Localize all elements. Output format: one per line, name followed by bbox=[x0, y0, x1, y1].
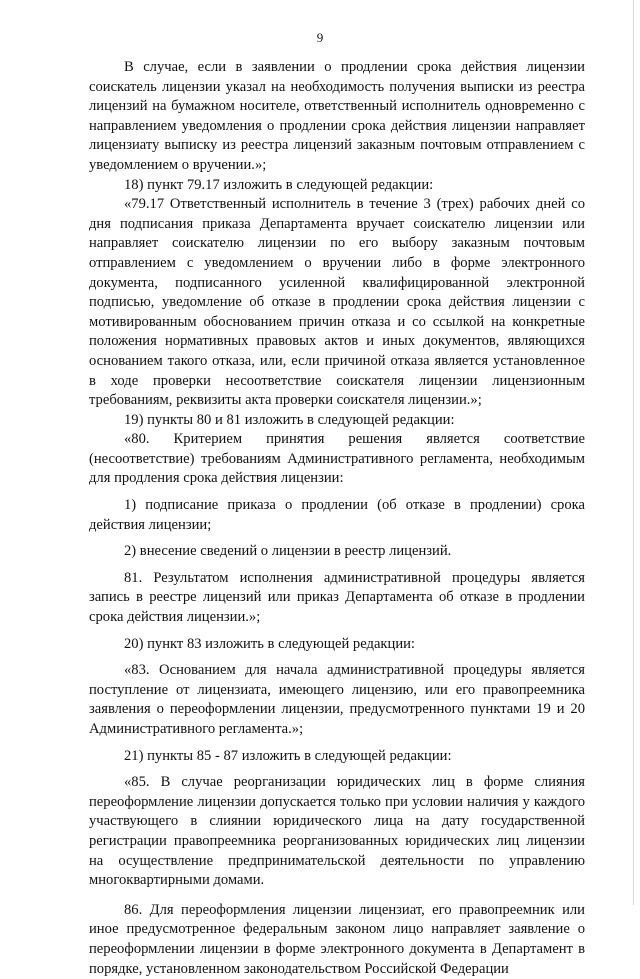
paragraph: «85. В случае реорганизации юридических лиц в форме слияния переоформление лицензии допускается только при условии наличия у каждого участвующего в слиянии юридического лица на дату государственной регистрации правопреемника реорганизованных юридических лиц лицензии на осуществление предпринимательской деятельности по управлению многоквартирными домами. bbox=[89, 774, 585, 889]
paragraph: 1) подписание приказа о продлении (об отказе в продлении) срока действия лицензии; bbox=[89, 497, 585, 533]
paragraph: «80. Критерием принятия решения является соответствие (несоответствие) требованиям Административного регламента, необходимым для продления срока действия лицензии: bbox=[89, 431, 585, 487]
paragraph: «79.17 Ответственный исполнитель в течение 3 (трех) рабочих дней со дня подписания приказа Департамента вручает соискателю лицензии или направляет соискателю лицензии по его выбору заказным почтовым отправлением с уведомлением о вручении либо в форме электронного документа, подписанного усиленной квалифицированной электронной подписью, уведомление об отказе в продлении срока действия лицензии с мотивированным обоснованием причин отказа и со ссылкой на конкретные положения нормативных правовых актов и иных документов, являющихся основанием такого отказа, или, если причиной отказа является установленное в ходе проверки несоответствие соискателя лицензии лицензионным требованиям, реквизиты акта проверки соискателя лицензии.»; bbox=[89, 196, 585, 409]
paragraph: 86. Для переоформления лицензии лицензиат, его правопреемник или иное предусмотренное федеральным законом лицо направляет заявление о переоформлении лицензии в форме электронного документа в Департамент в порядке, установленном законодательством Российской Федерации bbox=[89, 901, 585, 977]
paragraph: 18) пункт 79.17 изложить в следующей редакции: bbox=[124, 176, 434, 193]
paragraph: 21) пункты 85 - 87 изложить в следующей редакции: bbox=[124, 747, 452, 764]
paragraph: 20) пункт 83 изложить в следующей редакции: bbox=[124, 635, 415, 652]
paragraph: «83. Основанием для начала административной процедуры является поступление от лицензиата, имеющего лицензию, или его правопреемника заявления о переоформлении лицензии, предусмотренного пунктами 19 и 20 Административного регламента.»; bbox=[89, 662, 585, 737]
scan-edge-line bbox=[633, 0, 634, 905]
page-number: 9 bbox=[316, 30, 324, 45]
paragraph: 2) внесение сведений о лицензии в реестр лицензий. bbox=[124, 543, 452, 560]
paragraph: 81. Результатом исполнения административной процедуры является запись в реестре лицензий или приказ Департамента об отказе в продлении срока действия лицензии.»; bbox=[89, 569, 585, 626]
document-body bbox=[89, 58, 585, 979]
paragraph: 19) пункты 80 и 81 изложить в следующей редакции: bbox=[124, 411, 455, 428]
paragraph: В случае, если в заявлении о продлении срока действия лицензии соискатель лицензии указал на необходимость получения выписки из реестра лицензий на бумажном носителе, ответственный исполнитель одновременно с направлением уведомления о продлении срока действия лицензии направляет лицензиату выписку из реестра лицензий заказным почтовым отправлением с уведомлением о вручении.»; bbox=[89, 59, 585, 173]
